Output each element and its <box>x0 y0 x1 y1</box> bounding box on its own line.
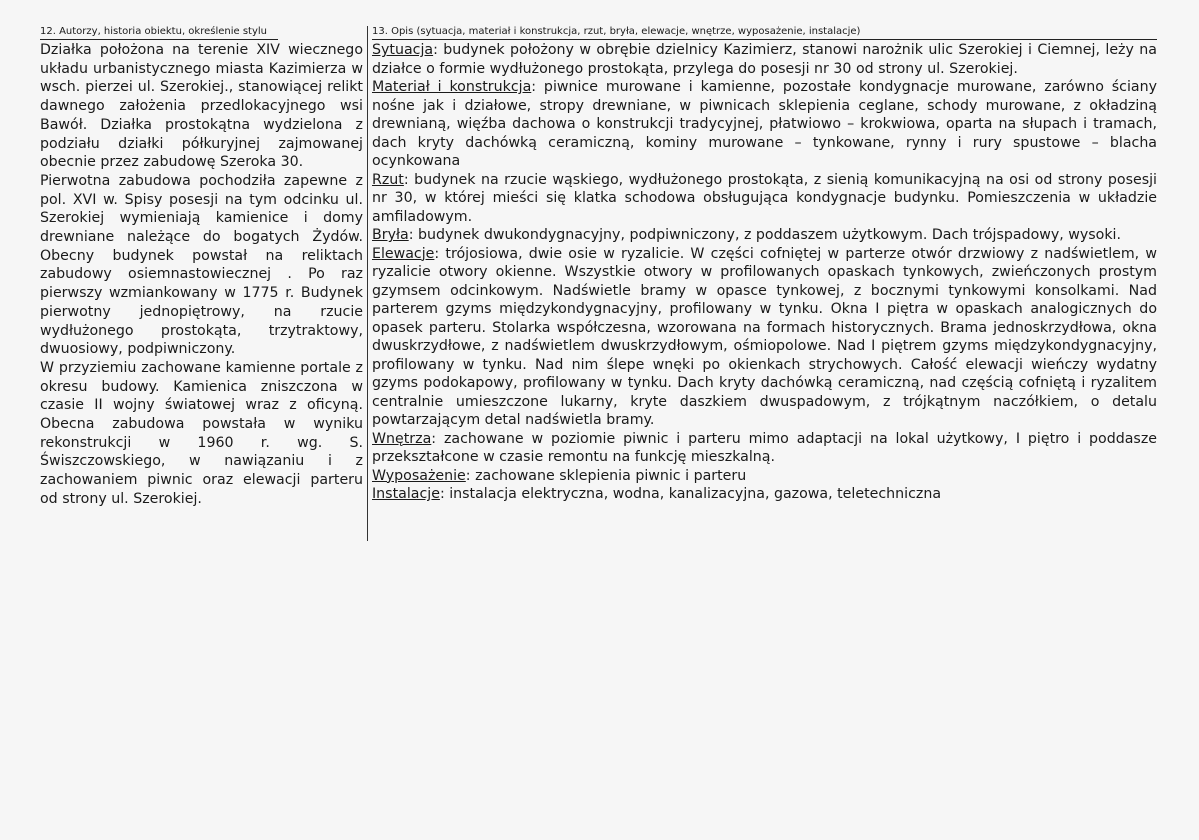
section-body: : budynek dwukondygnacyjny, podpiwniczony, z poddaszem użytkowym. Dach trójspadowy, wysoki. <box>408 227 1122 243</box>
section-label: Wyposażenie <box>372 467 466 484</box>
section-body: : trójosiowa, dwie osie w ryzalicie. W części cofniętej w parterze otwór drzwiowy z nadświetlem, w ryzalicie otwory okienne. Wszystkie otwory w profilowanych opaskach tynkowych, zwieńczonych prostym gzymsem odcinkowym. Nadświetle bramy w opasce tynkowej, z bocznymi tynkowymi konsolkami. Nad parterem gzyms międzykondygnacyjny, profilowany w tynku. Okna I piętra w opaskach analogicznych do opasek parteru. Stolarka współczesna, wzorowana na formach historycznych. Brama jednoskrzydłowa, okna dwuskrzydłowe, z nadświetlem dwuskrzydłowym, ośmiopolowe. Nad I piętrem gzyms międzykondygnacyjny, profilowany w tynku. Nad nim ślepe wnęki po okienkach strychowych. Całość elewacji wieńczy wydatny gzyms podokapowy, profilowany w tynku. Dach kryty dachówką ceramiczną, nad częścią cofniętą i ryzalitem centralnie umieszczone lukarny, kryte daszkiem dwuspadowym, z trójkątnym naczółkiem, o detalu powtarzającym detal nadświetla bramy. <box>372 245 1157 428</box>
description-text <box>372 41 1157 504</box>
description-column <box>372 26 1157 504</box>
history-header: 12. Autorzy, historia obiektu, określenie stylu <box>40 26 278 40</box>
section-body: : piwnice murowane i kamienne, pozostałe kondygnacje murowane, zarówno ściany nośne jak i działowe, stropy drewniane, w piwnicach sklepienia ceglane, schody murowane, z okładziną drewnianą, więźba dachowa o konstrukcji tradycyjnej, płatwiowo – krokwiowa, oparta na słupach i tramach, dach kryty dachówką ceramiczną, kominy murowane – tynkowane, rynny i rury spustowe – blacha ocynkowana <box>372 79 1157 169</box>
section-label: Wnętrza <box>372 430 432 447</box>
section-body: : budynek na rzucie wąskiego, wydłużonego prostokąta, z sienią komunikacyjną na osi od strony posesji nr 30, w której mieści się klatka schodowa obsługująca kondygnacje budynku. Pomieszczenia w układzie amfiladowym. <box>372 171 1157 225</box>
section-wyposazenie <box>372 467 1157 486</box>
section-instalacje <box>372 485 1157 504</box>
section-wnetrza <box>372 430 1157 467</box>
column-divider <box>367 26 368 541</box>
section-label: Instalacje <box>372 486 440 502</box>
history-paragraph-1: Działka położona na terenie XIV wiecznego układu urbanistycznego miasta Kazimierza w wsch. pierzei ul. Szerokiej., stanowiącej relikt dawnego założenia przedlokacyjnego wsi Bawół. Działka prostokątna wydzielona z podziału działki półkuryjnej zajmowanej obecnie przez zabudowę Szeroka 30. <box>40 42 363 171</box>
history-paragraph-3: W przyziemiu zachowane kamienne portale z okresu budowy. Kamienica zniszczona w czasie II wojny światowej wraz z oficyną. Obecna zabudowa powstała w wyniku rekonstrukcji w 1960 r. wg. S. Świszczowskiego, w nawiązaniu i z zachowaniem piwnic oraz elewacji parteru od strony ul. Szerokiej. <box>40 359 363 507</box>
history-column <box>40 26 363 509</box>
section-elewacje <box>372 245 1157 430</box>
section-body: : budynek położony w obrębie dzielnicy Kazimierz, stanowi narożnik ulic Szerokiej i Ciemnej, leży na działce o formie wydłużonego prostokąta, przylega do posesji nr 30 od strony ul. Szerokiej. <box>372 42 1157 77</box>
section-label: Rzut <box>372 171 404 188</box>
section-rzut <box>372 171 1157 227</box>
description-header: 13. Opis (sytuacja, materiał i konstrukcja, rzut, bryła, elewacje, wnętrze, wyposażenie, instalacje) <box>372 26 1157 40</box>
section-bryla <box>372 226 1157 245</box>
section-body: : zachowane sklepienia piwnic i parteru <box>465 467 747 484</box>
history-text <box>40 41 363 509</box>
section-body: : instalacja elektryczna, wodna, kanalizacyjna, gazowa, teletechniczna <box>439 486 942 502</box>
section-label: Bryła <box>372 227 409 243</box>
section-body: : zachowane w poziomie piwnic i parteru mimo adaptacji na lokal użytkowy, I piętro i poddasze przekształcone w czasie remontu na funkcję mieszkalną. <box>372 430 1157 465</box>
section-label: Elewacje <box>372 245 435 262</box>
section-material <box>372 78 1157 171</box>
history-paragraph-2: Pierwotna zabudowa pochodziła zapewne z pol. XVI w. Spisy posesji na tym odcinku ul. Szerokiej wymieniają kamienice i domy drewniane należące do bogatych Żydów. Obecny budynek powstał na reliktach zabudowy osiemnastowiecznej . Po raz pierwszy wzmiankowany w 1775 r. Budynek pierwotny jednopiętrowy, na rzucie wydłużonego prostokąta, trzytraktowy, dwuosiowy, podpiwniczony. <box>40 172 363 358</box>
section-label: Sytuacja <box>372 42 434 58</box>
section-label: Materiał i konstrukcja <box>372 79 532 95</box>
section-sytuacja <box>372 41 1157 78</box>
